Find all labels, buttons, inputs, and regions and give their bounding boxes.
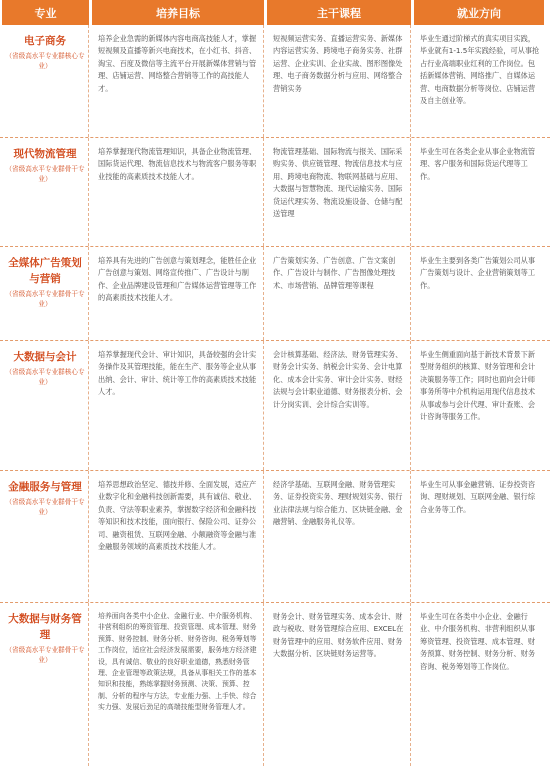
major-name: 现代物流管理 [13, 148, 77, 160]
major-name: 全媒体广告策划与营销 [8, 257, 82, 285]
courses-cell: 广告策划实务、广告创意、广告文案创作、广告设计与制作、广告图像处理技术、市场营销、品牌管理等课程 [267, 247, 411, 340]
major-note: （省级高水平专业群骨干专业） [5, 498, 85, 516]
major-name: 大数据与会计 [13, 351, 77, 363]
header-courses: 主干课程 [267, 0, 411, 25]
header-major: 专业 [2, 0, 89, 25]
table-row [0, 471, 550, 603]
major-cell [2, 471, 89, 602]
major-note: （省级高水平专业群核心专业） [5, 368, 85, 386]
goal-cell: 培养企业急需的新媒体内容电商高技能人才，掌握短视频及直播等新兴电商技术，在小红书、抖音、淘宝、百度及微信等主流平台开展新媒体营销与管理、店铺运营、网络整合营销等工作的高技能人才。 [92, 25, 264, 137]
major-cell [2, 603, 89, 766]
major-note: （省级高水平专业群骨干专业） [5, 165, 85, 183]
table-row [0, 138, 550, 247]
table-row [0, 247, 550, 341]
goal-cell: 培养思想政治坚定、德技并修、全面发展，适应产业数字化和金融科技创新需要，具有诚信、敬业、负责、守法等职业素养，掌握数字经济和金融科技等知识和技术技能，面向银行、保险公司、证券公司、融资租赁、互联网金融、小额融资等金融与准金融服务领域的高素质技术技能人才。 [92, 471, 264, 602]
major-note: （省级高水平专业群骨干专业） [5, 290, 85, 308]
goal-cell: 培养具有先进的广告创意与策划理念，能胜任企业广告创意与策划、网络宣传推广、广告设计与制作、企业品牌建设管理和广告媒体运营管理等工作的高素质技术技能人才。 [92, 247, 264, 340]
major-name: 大数据与财务管理 [8, 613, 82, 641]
courses-cell: 物流管理基础、国际物流与报关、国际采购实务、供应链管理、物流信息技术与应用、跨境电商物流、物联网基础与应用、大数据与智慧物流、现代运输实务、国际货运代理实务、物流设施设备、仓储与配送管理 [267, 138, 411, 246]
table-row [0, 25, 550, 138]
goal-cell: 培养面向各类中小企业、金融行业、中介服务机构、非营利组织的筹资管理、投资管理、成本管理、财务预算、财务控制、财务分析、财务咨询、税务筹划等工作岗位，适应社会经济发展需要，服务地方经济建设，具有诚信、敬业的良好职业道德，熟悉财务管理、企业管理等政策法规，具备从事相关工作的基本知识和技能，熟练掌握财务预测、决策、预算、控制、分析的程序与方法，专业能力强、上手快、综合实力强、发展后劲足的高端技能型财务管理人才。 [92, 603, 264, 766]
major-note: （省级高水平专业群核心专业） [5, 52, 85, 70]
courses-cell: 经济学基础、互联网金融、财务管理实务、证券投资实务、理财规划实务、银行业法律法规与综合能力、区块链金融、金融营销、金融服务礼仪等。 [267, 471, 411, 602]
career-cell: 毕业生可在各类中小企业、金融行业、中介服务机构、非营利组织从事筹资管理、投资管理、成本管理、财务预算、财务控制、财务分析、财务咨询、税务筹划等工作岗位。 [420, 612, 536, 671]
major-note: （省级高水平专业群骨干专业） [5, 646, 85, 664]
courses-cell: 会计核算基础、经济法、财务管理实务、财务会计实务、纳税会计实务、会计电算化、成本会计实务、审计会计实务、财经法规与会计职业道德、财务报表分析、会计分岗实训、会计综合实训等。 [267, 341, 411, 470]
goal-cell: 培养掌握现代会计、审计知识，具备较强的会计实务操作及其管理技能，能在生产、服务等企业从事出纳、会计、审计、统计等工作的高素质技术技能人才。 [92, 341, 264, 470]
courses-cell: 财务会计、财务管理实务、成本会计、财政与税收、财务管理综合应用、EXCEL在财务管理中的应用、财务软件应用、财务大数据分析、区块链财务运营等。 [267, 603, 411, 766]
career-cell: 毕业生可从事金融营销、证券投资咨询、理财规划、互联网金融、银行综合业务等工作。 [420, 480, 536, 514]
major-cell [2, 341, 89, 470]
header-career: 就业方向 [414, 0, 544, 25]
major-cell [2, 25, 89, 137]
career-cell: 毕业生主要到各类广告策划公司从事广告策划与设计、企业营销策划等工作。 [420, 256, 536, 290]
table-header [0, 0, 550, 25]
courses-cell: 短视频运营实务、直播运营实务、新媒体内容运营实务、跨境电子商务实务、社群运营、企业实训、企业实战、图形图像处理、电子商务数据分析与应用、网络整合营销实务 [267, 25, 411, 137]
career-cell: 毕业生可在各类企业从事企业物流管理、客户服务和国际货运代理等工作。 [420, 147, 536, 181]
table-row [0, 603, 550, 766]
major-name: 金融服务与管理 [8, 481, 82, 493]
career-cell: 毕业生通过阶梯式的真实项目实践，毕业就有1-1.5年实践经验，可从事抢占行业高端职业红利的工作岗位。包括新媒体营销、网络推广、自媒体运营、电商数据分析等岗位、店铺运营及自主创业等。 [420, 34, 540, 106]
table-row [0, 341, 550, 471]
major-cell [2, 247, 89, 340]
header-goal: 培养目标 [92, 0, 264, 25]
career-cell: 毕业生侧重面向基于新技术背景下新型财务组织的核算、财务管理和会计决策服务等工作；同时也面向会计师事务所等中介机构运用现代信息技术从事或参与会计代理、审计查账、会计咨询等服务工作。 [420, 350, 536, 422]
major-name: 电子商务 [24, 35, 66, 47]
major-cell [2, 138, 89, 246]
goal-cell: 培养掌握现代物流管理知识，具备企业物流管理、国际货运代理、物流信息技术与物流客户服务等职业技能的高素质技术技能人才。 [92, 138, 264, 246]
